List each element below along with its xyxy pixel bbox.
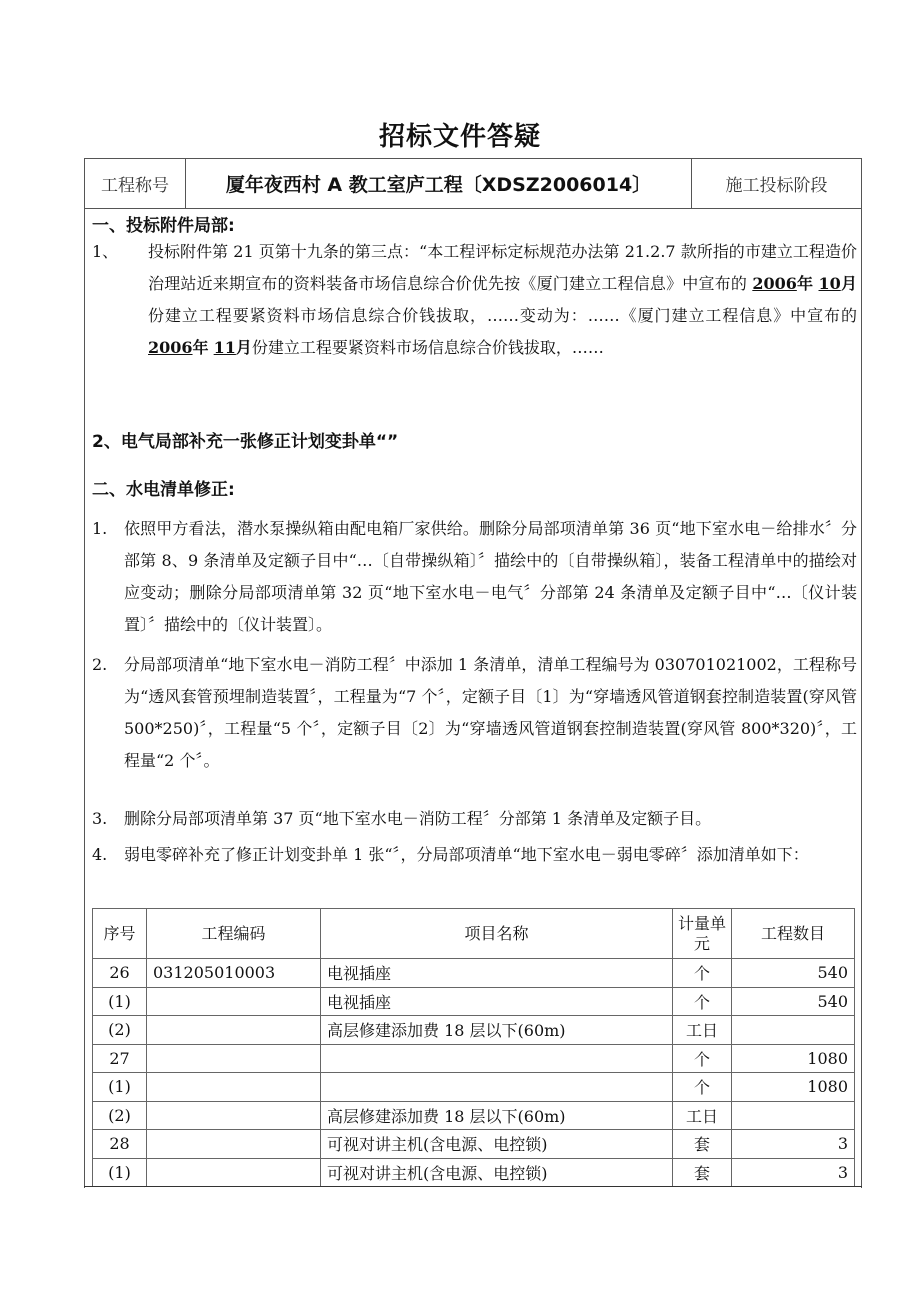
item-number: 4.: [92, 845, 108, 864]
section2-item-2: [92, 649, 857, 777]
section1-item-2: 2、电气局部补充一张修正计划变卦单“”: [92, 432, 399, 452]
cell-name: 电视插座: [321, 959, 673, 988]
cell-name: [321, 1044, 673, 1073]
text-part: 份建立工程要紧资料市场信息综合价钱拔取，……: [251, 338, 604, 357]
column-header-name: 项目名称: [321, 909, 673, 959]
text-part: 年: [192, 338, 209, 357]
cell-qty: [732, 1016, 855, 1045]
table-row: [93, 1016, 855, 1045]
table-row: [93, 1158, 855, 1187]
frame-bottom-border: [84, 1186, 862, 1187]
cell-code: [147, 1130, 321, 1159]
cell-seq: 27: [93, 1044, 147, 1073]
cell-seq: (2): [93, 1101, 147, 1130]
underlined-month: 10: [818, 274, 841, 293]
section2-item-4: [92, 839, 857, 871]
cell-unit: 个: [673, 959, 732, 988]
section-heading-1: 一、投标附件局部:: [92, 216, 235, 236]
cell-qty: [732, 1101, 855, 1130]
cell-name: [321, 1073, 673, 1102]
underlined-month: 11: [213, 338, 236, 357]
cell-seq: (1): [93, 1073, 147, 1102]
section2-item-3: [92, 803, 857, 835]
item-text: 分局部项清单“地下室水电－消防工程〞中添加 1 条清单，清单工程编号为 030701021002，工程称号为“透风套管预埋制造装置〞，工程量为“7 个〞，定额子目〔1〕为“穿墙透风管道钢套控制造装置(穿风管 500*250)〞，工程量“5 个〞，定额子目〔2〕为“穿墙透风管道钢套控制造装置(穿风管 800*320)〞，工程量“2 个〞。: [124, 655, 857, 770]
item-text: 弱电零碎补充了修正计划变卦单 1 张“〞，分局部项清单“地下室水电－弱电零碎〞添加清单如下：: [124, 845, 809, 864]
table-row: [93, 987, 855, 1016]
underlined-year: 2006: [148, 338, 193, 357]
cell-code: [147, 1101, 321, 1130]
cell-name: 电视插座: [321, 987, 673, 1016]
project-name-value: 厦年夜西村 A 教工室庐工程〔XDSZ2006014〕: [186, 159, 692, 208]
cell-unit: 个: [673, 987, 732, 1016]
text-part: 月: [840, 274, 857, 293]
cell-seq: 28: [93, 1130, 147, 1159]
text-part: 年: [796, 274, 814, 293]
cell-unit: 工日: [673, 1016, 732, 1045]
cell-name: 可视对讲主机(含电源、电控锁): [321, 1130, 673, 1159]
cell-qty: 1080: [732, 1073, 855, 1102]
document-title: 招标文件答疑: [378, 122, 541, 152]
cell-code: 031205010003: [147, 959, 321, 988]
project-name-label: 工程称号: [85, 159, 186, 208]
cell-name: 高层修建添加费 18 层以下(60m): [321, 1101, 673, 1130]
cell-code: [147, 1044, 321, 1073]
item-text: 依照甲方看法，潜水泵操纵箱由配电箱厂家供给。删除分局部项清单第 36 页“地下室水电－给排水〞分部第 8、9 条清单及定额子目中“…〔自带操纵箱〕〞描绘中的〔自带操纵箱〕，装备工程清单中的描绘对应变动；删除分局部项清单第 32 页“地下室水电－电气〞分部第 24 条清单及定额子目中“…〔仪计装置〕〞描绘中的〔仪计装置〕。: [124, 519, 857, 634]
cell-qty: 540: [732, 987, 855, 1016]
cell-code: [147, 987, 321, 1016]
text-part: 投标附件第 21 页第十九条的第三点：“本工程评标定标规范办法第 21.2.7 款所指的市建立工程造价治理站近来期宣布的资料装备市场信息综合价优先按《厦门建立工程信息》中宣布的: [148, 242, 857, 293]
cell-unit: 工日: [673, 1101, 732, 1130]
item-number: 2.: [92, 655, 108, 674]
item-text: 删除分局部项清单第 37 页“地下室水电－消防工程〞分部第 1 条清单及定额子目。: [124, 809, 712, 828]
project-stage: 施工投标阶段: [725, 176, 828, 196]
cell-seq: (1): [93, 1158, 147, 1187]
cell-unit: 个: [673, 1044, 732, 1073]
cell-code: [147, 1158, 321, 1187]
item-number: 1、: [92, 242, 119, 261]
cell-code: [147, 1073, 321, 1102]
cell-unit: 套: [673, 1130, 732, 1159]
cell-name: 可视对讲主机(含电源、电控锁): [321, 1158, 673, 1187]
project-header-row: [84, 158, 862, 209]
table-row: [93, 1130, 855, 1159]
item-text: [148, 236, 857, 364]
cell-name: 高层修建添加费 18 层以下(60m): [321, 1016, 673, 1045]
column-header-seq: 序号: [93, 909, 147, 959]
column-header-unit: 计量单元: [673, 909, 732, 959]
section2-item-1: [92, 513, 857, 641]
cell-qty: 540: [732, 959, 855, 988]
cell-qty: 3: [732, 1158, 855, 1187]
text-part: 月: [235, 338, 252, 357]
column-header-code: 工程编码: [147, 909, 321, 959]
cell-code: [147, 1016, 321, 1045]
cell-seq: (2): [93, 1016, 147, 1045]
cell-seq: 26: [93, 959, 147, 988]
section-heading-2: 二、水电清单修正:: [92, 480, 235, 500]
cell-unit: 个: [673, 1073, 732, 1102]
table-header-row: [93, 909, 855, 959]
text-part: 份建立工程要紧资料市场信息综合价钱拔取，……变动为：……《厦门建立工程信息》中宣布的: [148, 306, 857, 325]
item-number: 1.: [92, 519, 108, 538]
table-row: [93, 959, 855, 988]
cell-seq: (1): [93, 987, 147, 1016]
table-row: [93, 1073, 855, 1102]
cell-unit: 套: [673, 1158, 732, 1187]
section1-item-1: [92, 236, 857, 364]
table-row: [93, 1044, 855, 1073]
cell-qty: 3: [732, 1130, 855, 1159]
item-number: 3.: [92, 809, 108, 828]
cell-qty: 1080: [732, 1044, 855, 1073]
table-row: [93, 1101, 855, 1130]
added-items-table: [92, 908, 855, 1187]
column-header-qty: 工程数目: [732, 909, 855, 959]
underlined-year: 2006: [752, 274, 797, 293]
